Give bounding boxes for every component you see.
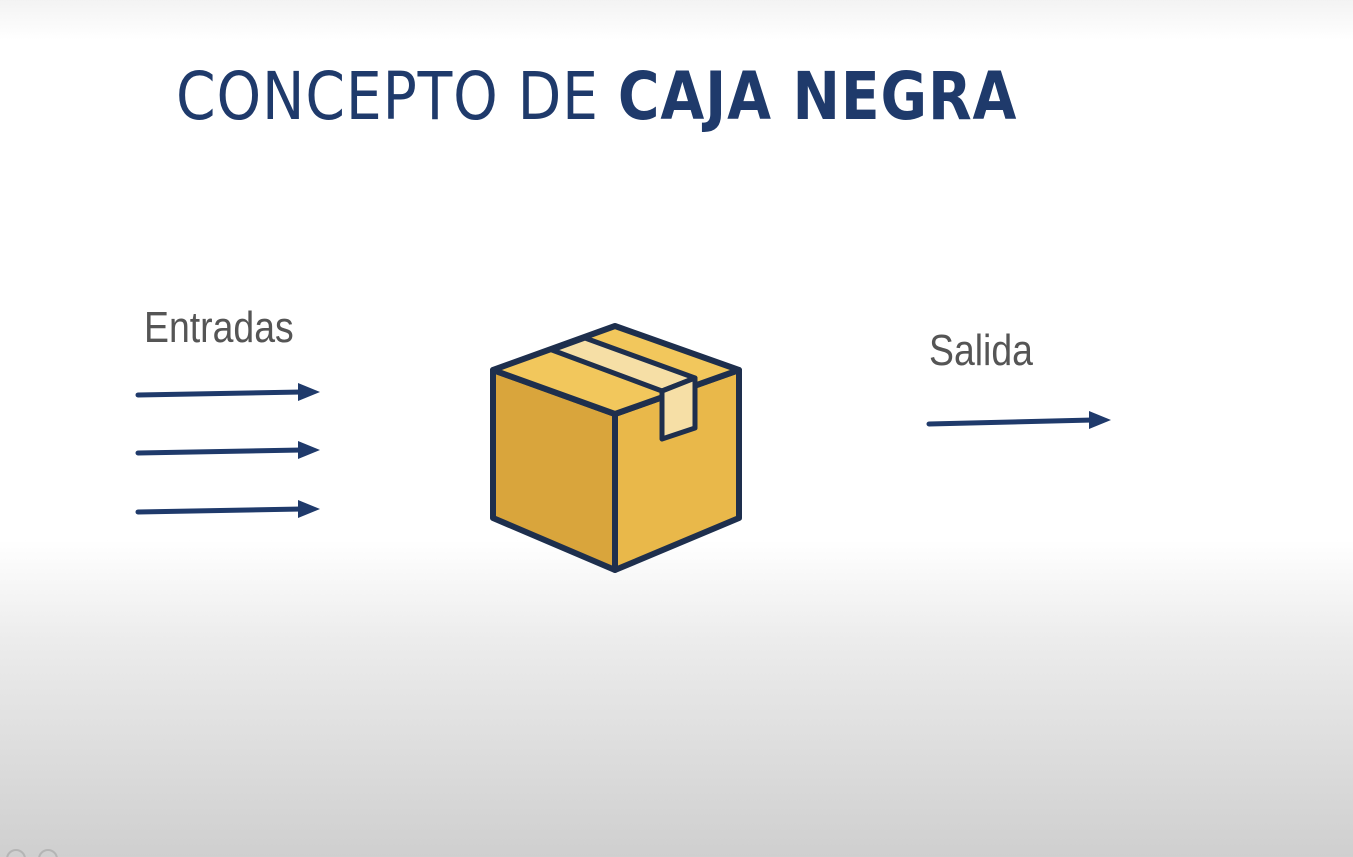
input-arrow-1 [136,380,322,406]
black-box-icon [485,320,747,580]
output-label: Salida [929,326,1033,375]
inputs-label: Entradas [144,303,294,352]
title-bold: CAJA NEGRA [617,58,1018,135]
slide-title [176,58,1018,135]
input-arrow-2 [136,438,322,464]
box-tape-flap [662,378,695,439]
player-controls-icon [4,845,64,857]
output-arrow [927,408,1113,434]
input-arrow-3 [136,497,322,523]
title-regular: CONCEPTO DE [176,58,618,135]
